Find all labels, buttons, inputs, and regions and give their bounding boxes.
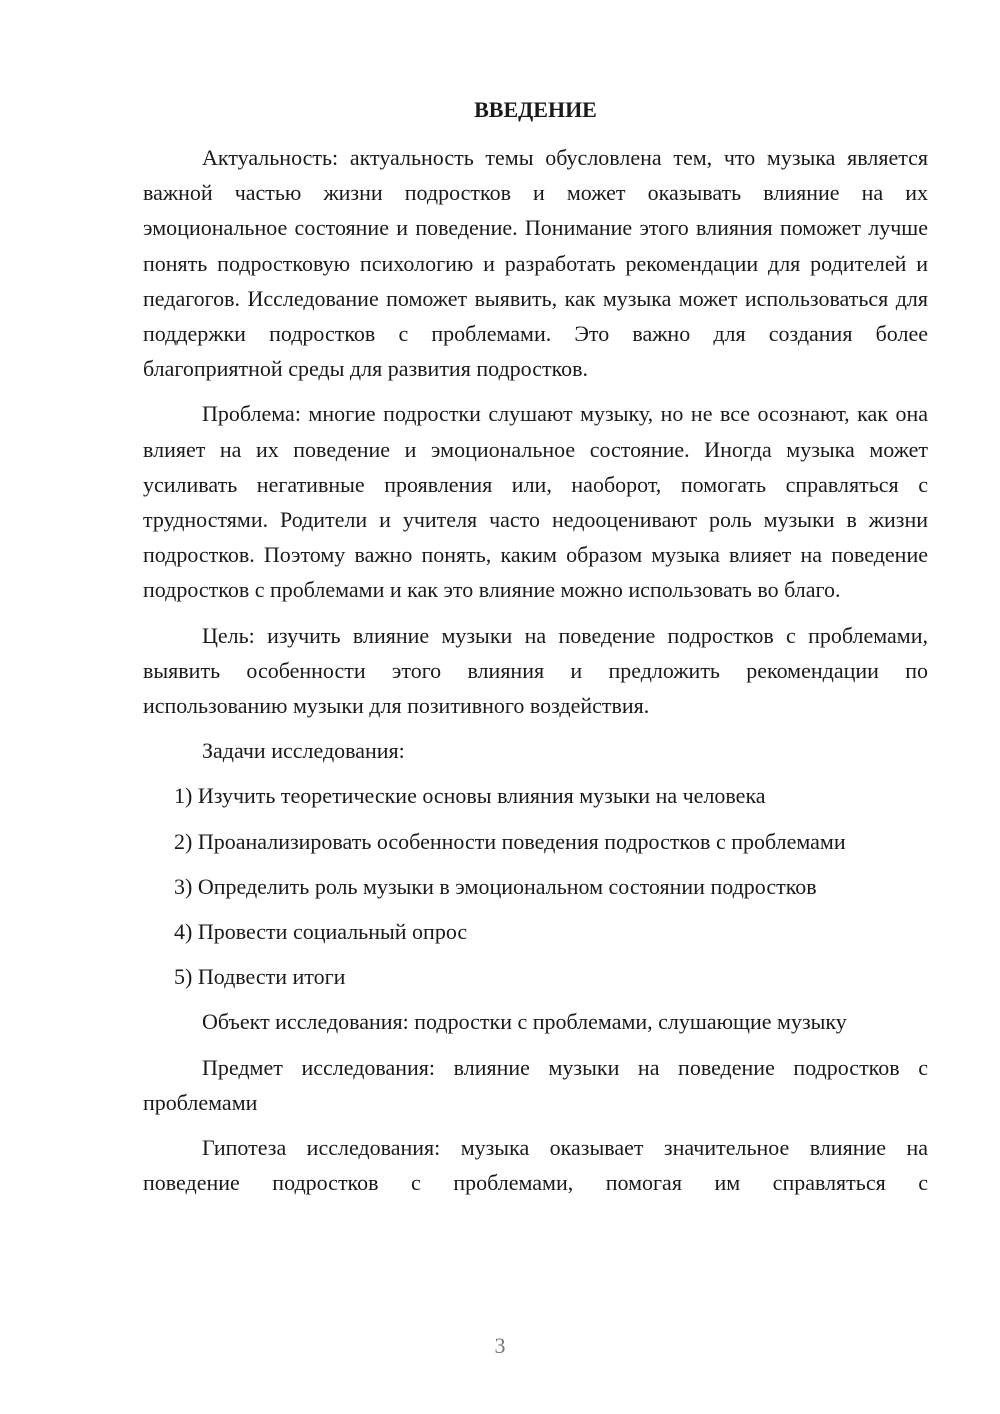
section-title: ВВЕДЕНИЕ bbox=[474, 97, 597, 122]
hypothesis-paragraph: Гипотеза исследования: музыка оказывает значительное влияние на поведение подростков с проблемами, помогая им справляться с bbox=[143, 1135, 928, 1196]
task-item-5: 5) Подвести итоги bbox=[174, 964, 346, 990]
task-item-4: 4) Провести социальный опрос bbox=[174, 919, 468, 945]
task-item-2: 2) Проанализировать особенности поведения подростков с проблемами bbox=[174, 828, 846, 854]
page-content bbox=[143, 96, 928, 1210]
research-object-paragraph: Объект исследования: подростки с проблемами, слушающие музыку bbox=[202, 1009, 847, 1035]
relevance-paragraph: Актуальность: актуальность темы обусловлена тем, что музыка является важной частью жизни подростков и может оказывать влияние на их эмоциональное состояние и поведение. Понимание этого влияния поможет лучше понять подростковую психологию и разработать рекомендации для родителей и педагогов. Исследование поможет выявить, как музыка может использоваться для поддержки подростков с проблемами. Это важно для создания более благоприятной среды для развития подростков. bbox=[143, 145, 928, 382]
tasks-heading: Задачи исследования: bbox=[202, 738, 405, 764]
goal-paragraph: Цель: изучить влияние музыки на поведение подростков с проблемами, выявить особенности этого влияния и предложить рекомендации по использованию музыки для позитивного воздействия. bbox=[143, 622, 928, 719]
research-subject-paragraph: Предмет исследования: влияние музыки на поведение подростков с проблемами bbox=[143, 1054, 928, 1115]
task-item-3: 3) Определить роль музыки в эмоциональном состоянии подростков bbox=[174, 873, 817, 899]
problem-paragraph: Проблема: многие подростки слушают музыку, но не все осознают, как она влияет на их поведение и эмоциональное состояние. Иногда музыка может усиливать негативные проявления или, наоборот, помогать справляться с трудностями. Родители и учителя часто недооценивают роль музыки в жизни подростков. Поэтому важно понять, каким образом музыка влияет на поведение подростков с проблемами и как это влияние можно использовать во благо. bbox=[143, 401, 928, 603]
task-item-1: 1) Изучить теоретические основы влияния музыки на человека bbox=[174, 783, 766, 809]
page-number: 3 bbox=[494, 1333, 506, 1358]
